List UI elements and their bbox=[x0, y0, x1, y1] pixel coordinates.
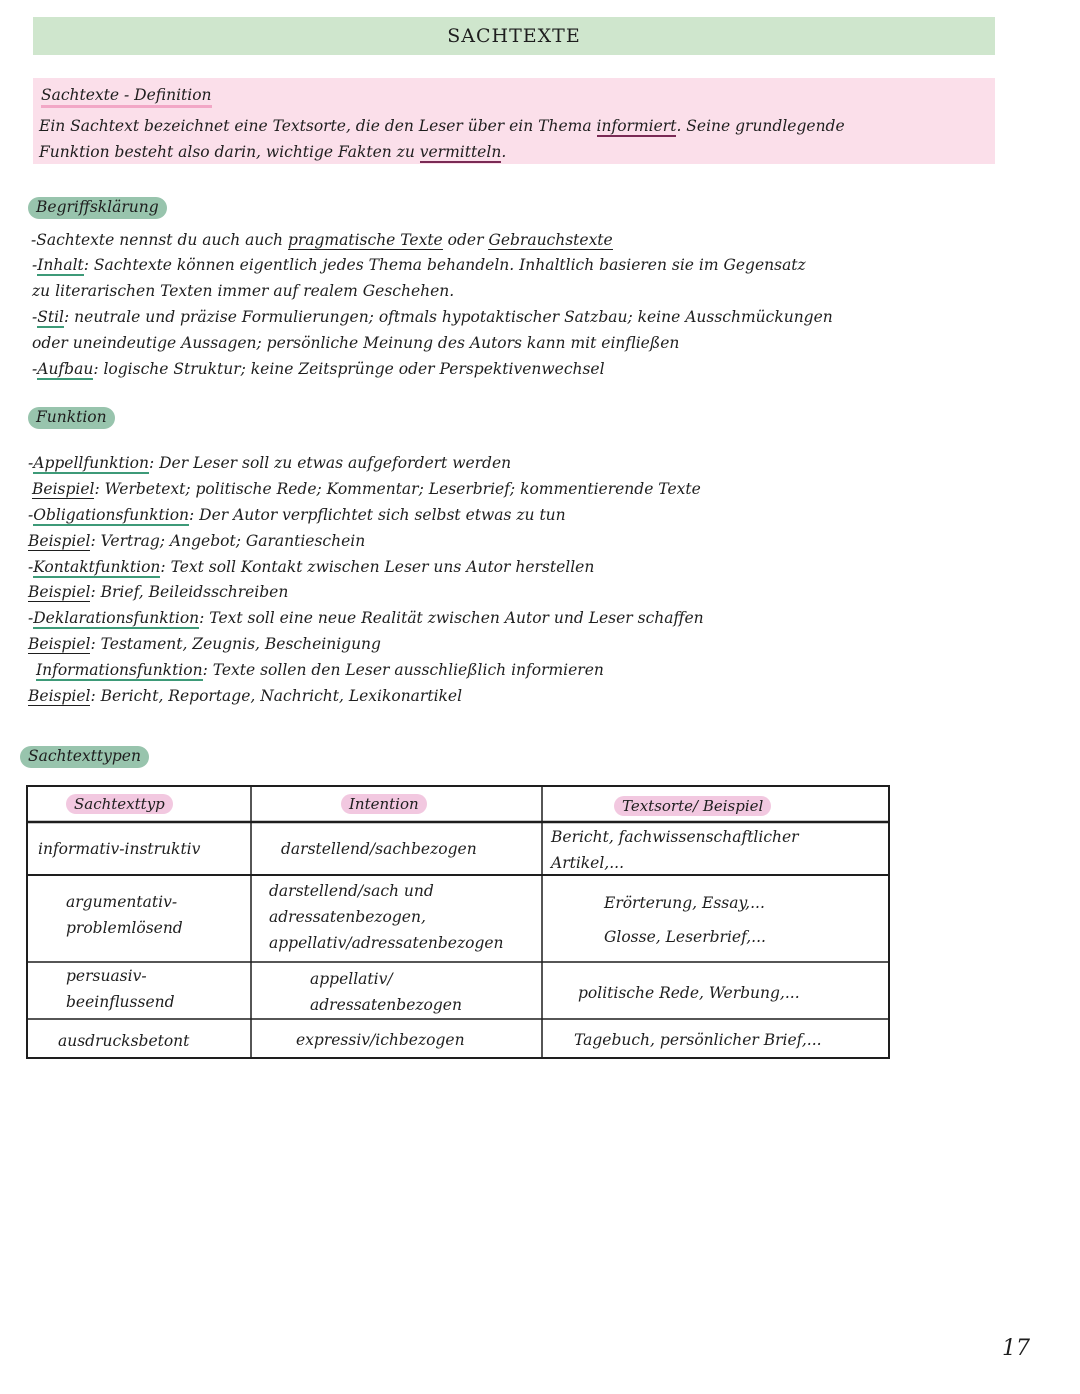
text: - bbox=[28, 454, 34, 472]
text: : Bericht, Reportage, Nachricht, Lexikonartikel bbox=[90, 687, 463, 705]
funktion-line-3 bbox=[28, 557, 594, 577]
beispiel-line-4 bbox=[28, 634, 381, 654]
text: - bbox=[32, 256, 38, 274]
text: : Sachtexte können eigentlich jedes Thema behandeln. Inhaltlich basieren sie im Gegensatz bbox=[83, 256, 806, 274]
header-sachtexttyp: Sachtexttyp bbox=[66, 794, 173, 814]
funktion-line-4 bbox=[28, 608, 704, 628]
underlined-term: Beispiel bbox=[28, 583, 91, 601]
underlined-term: Deklarationsfunktion bbox=[33, 609, 200, 627]
text: Ein Sachtext bezeichnet eine Textsorte, die den Leser über ein Thema bbox=[39, 117, 597, 135]
beispiel-line-5 bbox=[28, 686, 462, 706]
text: : neutrale und präzise Formulierungen; oftmals hypotaktischer Satzbau; keine Ausschmückungen bbox=[64, 308, 833, 326]
text: - bbox=[32, 360, 38, 378]
sachtexttypen-table bbox=[26, 785, 890, 1059]
underlined-term: Aufbau bbox=[37, 360, 94, 378]
beispiel-line-1 bbox=[32, 479, 701, 499]
table-cell: argumentativ- bbox=[66, 893, 178, 911]
begriff-line-2 bbox=[32, 255, 806, 275]
underlined-term: Obligationsfunktion bbox=[33, 506, 190, 524]
text: : Der Leser soll zu etwas aufgefordert werden bbox=[148, 454, 512, 472]
text: oder bbox=[442, 231, 489, 249]
text: : Texte sollen den Leser ausschließlich informieren bbox=[202, 661, 604, 679]
begriff-line-6 bbox=[32, 359, 605, 379]
underlined-term: Informationsfunktion bbox=[36, 661, 203, 679]
table-cell: darstellend/sach und bbox=[269, 882, 434, 900]
header-beispiel: Textsorte/ Beispiel bbox=[614, 796, 771, 816]
begriff-line-5: oder uneindeutige Aussagen; persönliche Meinung des Autors kann mit einfließen bbox=[32, 334, 680, 352]
definition-heading: Sachtexte - Definition bbox=[41, 85, 212, 108]
text: : Der Autor verpflichtet sich selbst etwas zu tun bbox=[189, 506, 566, 524]
table-cell: adressatenbezogen bbox=[310, 996, 462, 1014]
table-cell: informativ-instruktiv bbox=[38, 840, 201, 858]
text: : Testament, Zeugnis, Bescheinigung bbox=[90, 635, 381, 653]
table-cell: Bericht, fachwissenschaftlicher bbox=[551, 828, 799, 846]
beispiel-line-2 bbox=[28, 531, 365, 551]
funktion-line-2 bbox=[28, 505, 566, 525]
funktion-line-5 bbox=[36, 660, 604, 680]
text: : logische Struktur; keine Zeitsprünge oder Perspektivenwechsel bbox=[93, 360, 605, 378]
underlined-term: Beispiel bbox=[32, 480, 95, 498]
header-intention: Intention bbox=[341, 794, 427, 814]
text: : Brief, Beileidsschreiben bbox=[90, 583, 289, 601]
begriff-line-1 bbox=[31, 230, 613, 250]
begriff-line-4 bbox=[32, 307, 833, 327]
typen-heading: Sachtexttypen bbox=[20, 746, 149, 768]
text: - bbox=[28, 558, 34, 576]
underlined-term: informiert bbox=[596, 117, 677, 135]
table-cell: Glosse, Leserbrief,... bbox=[604, 928, 766, 946]
table-cell: Erörterung, Essay,... bbox=[604, 894, 765, 912]
text: - bbox=[28, 506, 34, 524]
underlined-term: Beispiel bbox=[28, 687, 91, 705]
table-cell: appellativ/adressatenbezogen bbox=[269, 934, 504, 952]
page-title-text: SACHTEXTE bbox=[447, 25, 581, 47]
underlined-term: Inhalt bbox=[37, 256, 84, 274]
text: : Vertrag; Angebot; Garantieschein bbox=[90, 532, 366, 550]
underlined-term: Stil bbox=[37, 308, 65, 326]
underlined-term: Appellfunktion bbox=[33, 454, 149, 472]
table-cell: ausdrucksbetont bbox=[58, 1032, 190, 1050]
underlined-term: Beispiel bbox=[28, 635, 91, 653]
table-cell: problemlösend bbox=[66, 919, 183, 937]
table-cell: beeinflussend bbox=[66, 993, 175, 1011]
underlined-term: Gebrauchstexte bbox=[488, 231, 613, 249]
text: Funktion besteht also darin, wichtige Fakten zu bbox=[39, 143, 420, 161]
beispiel-line-3 bbox=[28, 582, 288, 602]
text: : Text soll Kontakt zwischen Leser uns Autor herstellen bbox=[160, 558, 595, 576]
definition-line-2 bbox=[39, 142, 506, 162]
definition-line-1 bbox=[39, 116, 845, 136]
funktion-heading: Funktion bbox=[28, 407, 115, 429]
table-cell: politische Rede, Werbung,... bbox=[578, 984, 800, 1002]
text: : Text soll eine neue Realität zwischen Autor und Leser schaffen bbox=[199, 609, 704, 627]
begriff-line-3: zu literarischen Texten immer auf realem Geschehen. bbox=[32, 282, 455, 300]
text: . bbox=[501, 143, 507, 161]
underlined-term: pragmatische Texte bbox=[287, 231, 443, 249]
underlined-term: Beispiel bbox=[28, 532, 91, 550]
underlined-term: vermitteln bbox=[419, 143, 502, 161]
page-number: 17 bbox=[1002, 1336, 1030, 1361]
begriff-heading: Begriffsklärung bbox=[28, 197, 167, 219]
text: - bbox=[28, 609, 34, 627]
table-cell: adressatenbezogen, bbox=[269, 908, 426, 926]
table-cell: Tagebuch, persönlicher Brief,... bbox=[574, 1031, 822, 1049]
table-cell: persuasiv- bbox=[66, 967, 147, 985]
table-cell: Artikel,... bbox=[551, 854, 625, 872]
table-cell: appellativ/ bbox=[310, 970, 393, 988]
table-cell: expressiv/ichbezogen bbox=[296, 1031, 465, 1049]
text: : Werbetext; politische Rede; Kommentar; Leserbrief; kommentierende Texte bbox=[94, 480, 701, 498]
text: . Seine grundlegende bbox=[676, 117, 845, 135]
text: -Sachtexte nennst du auch auch bbox=[31, 231, 288, 249]
underlined-term: Kontaktfunktion bbox=[33, 558, 161, 576]
text: - bbox=[32, 308, 38, 326]
table-cell: darstellend/sachbezogen bbox=[281, 840, 477, 858]
funktion-line-1 bbox=[28, 453, 511, 473]
page-title bbox=[33, 17, 995, 55]
